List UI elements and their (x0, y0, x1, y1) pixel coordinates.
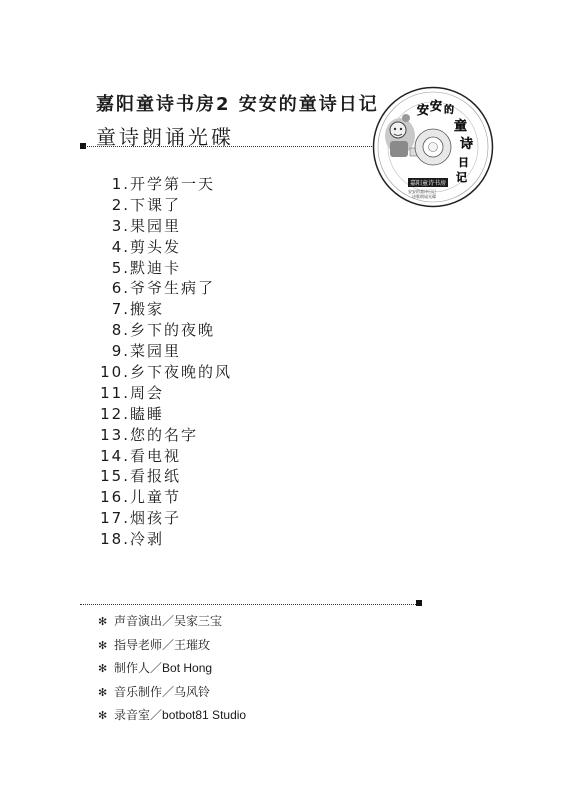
track-title: 菜园里 (130, 342, 182, 361)
cd-char: 的 (444, 105, 454, 116)
credit-label: 声音演出／ (114, 614, 175, 628)
track-item (100, 362, 232, 383)
track-item (100, 466, 232, 487)
track-title: 下课了 (130, 195, 182, 214)
track-title: 乡下的夜晚 (130, 321, 216, 340)
track-number: 10. (100, 363, 130, 382)
credits-list (98, 610, 246, 728)
track-title: 剪头发 (130, 237, 182, 256)
credit-value: Bot Hong (162, 661, 213, 675)
track-item (100, 425, 232, 446)
track-number: 13. (100, 425, 130, 444)
track-title: 周会 (130, 383, 165, 402)
cd-strip-text: 嘉阳童诗书房 (410, 180, 447, 187)
cd-char: 安 (417, 103, 430, 117)
track-number: 18. (100, 530, 130, 549)
track-number: 5. (111, 258, 130, 277)
track-title: 果园里 (130, 216, 182, 235)
track-number: 12. (100, 404, 130, 423)
credit-item (98, 704, 246, 728)
track-number: 3. (111, 216, 130, 235)
cd-note-line: 安安的童诗日记 (408, 189, 436, 194)
cd-disc-image (372, 86, 494, 208)
track-item (100, 174, 232, 195)
track-item (100, 446, 232, 467)
track-number: 14. (100, 446, 130, 465)
track-title: 您的名字 (130, 425, 199, 444)
credit-label: 录音室／ (114, 708, 163, 722)
credit-item (98, 657, 246, 681)
divider-square-bottom (416, 600, 422, 606)
page-title: 嘉阳童诗书房2 安安的童诗日记 (96, 94, 379, 115)
track-item (100, 383, 232, 404)
credit-value: 乌风铃 (174, 684, 211, 699)
track-title: 烟孩子 (130, 509, 182, 528)
track-item (100, 487, 232, 508)
credit-label: 指导老师／ (114, 637, 175, 652)
track-title: 冷剥 (130, 530, 165, 549)
track-item (100, 237, 232, 258)
credit-label: 音乐制作／ (114, 684, 175, 699)
track-title: 乡下夜晚的风 (130, 363, 233, 382)
credit-value: 吴家三宝 (174, 614, 223, 628)
track-title: 爷爷生病了 (130, 279, 216, 298)
track-item (100, 320, 232, 341)
track-title: 儿童节 (130, 488, 182, 507)
track-item (100, 216, 232, 237)
track-number: 6. (111, 279, 130, 298)
track-list (100, 174, 232, 550)
divider-bottom (80, 604, 418, 605)
track-title: 搬家 (130, 300, 165, 319)
credit-item (98, 610, 246, 634)
track-number: 16. (100, 488, 130, 507)
track-title: 开学第一天 (130, 175, 216, 193)
track-item (100, 404, 232, 425)
track-item (100, 341, 232, 362)
asterisk-icon: ✻ (98, 710, 108, 722)
cd-char: 日 (458, 156, 469, 169)
credit-value: botbot81 Studio (162, 708, 247, 722)
track-number: 11. (100, 383, 130, 402)
track-number: 7. (111, 300, 130, 319)
credit-item (98, 634, 246, 658)
cd-char: 安 (430, 99, 443, 113)
cd-char: 童 (454, 119, 468, 134)
track-title: 瞌睡 (130, 404, 165, 423)
track-title: 看电视 (130, 446, 182, 465)
track-item (100, 278, 232, 299)
track-number: 17. (100, 509, 130, 528)
track-number: 15. (100, 467, 130, 486)
track-title: 默迪卡 (130, 258, 182, 277)
track-number: 8. (111, 321, 130, 340)
track-number: 1. (111, 175, 130, 193)
track-number: 2. (111, 195, 130, 214)
track-item (100, 508, 232, 529)
asterisk-icon: ✻ (98, 663, 108, 675)
credit-value: 王璀玫 (174, 637, 211, 652)
divider-top (84, 146, 384, 147)
credit-label: 制作人／ (114, 661, 163, 675)
cd-char: 记 (456, 171, 467, 184)
page-subtitle: 童诗朗诵光碟 (96, 125, 234, 149)
track-number: 4. (111, 237, 130, 256)
track-item (100, 529, 232, 550)
asterisk-icon: ✻ (98, 686, 108, 699)
cd-char: 诗 (460, 137, 474, 152)
track-title: 看报纸 (130, 467, 182, 486)
track-item (100, 195, 232, 216)
track-item (100, 258, 232, 279)
track-item (100, 299, 232, 320)
credit-item (98, 681, 246, 705)
asterisk-icon: ✻ (98, 616, 108, 628)
track-number: 9. (111, 342, 130, 361)
cd-note-line: 诗歌朗诵光碟 (412, 194, 436, 199)
asterisk-icon: ✻ (98, 639, 108, 652)
